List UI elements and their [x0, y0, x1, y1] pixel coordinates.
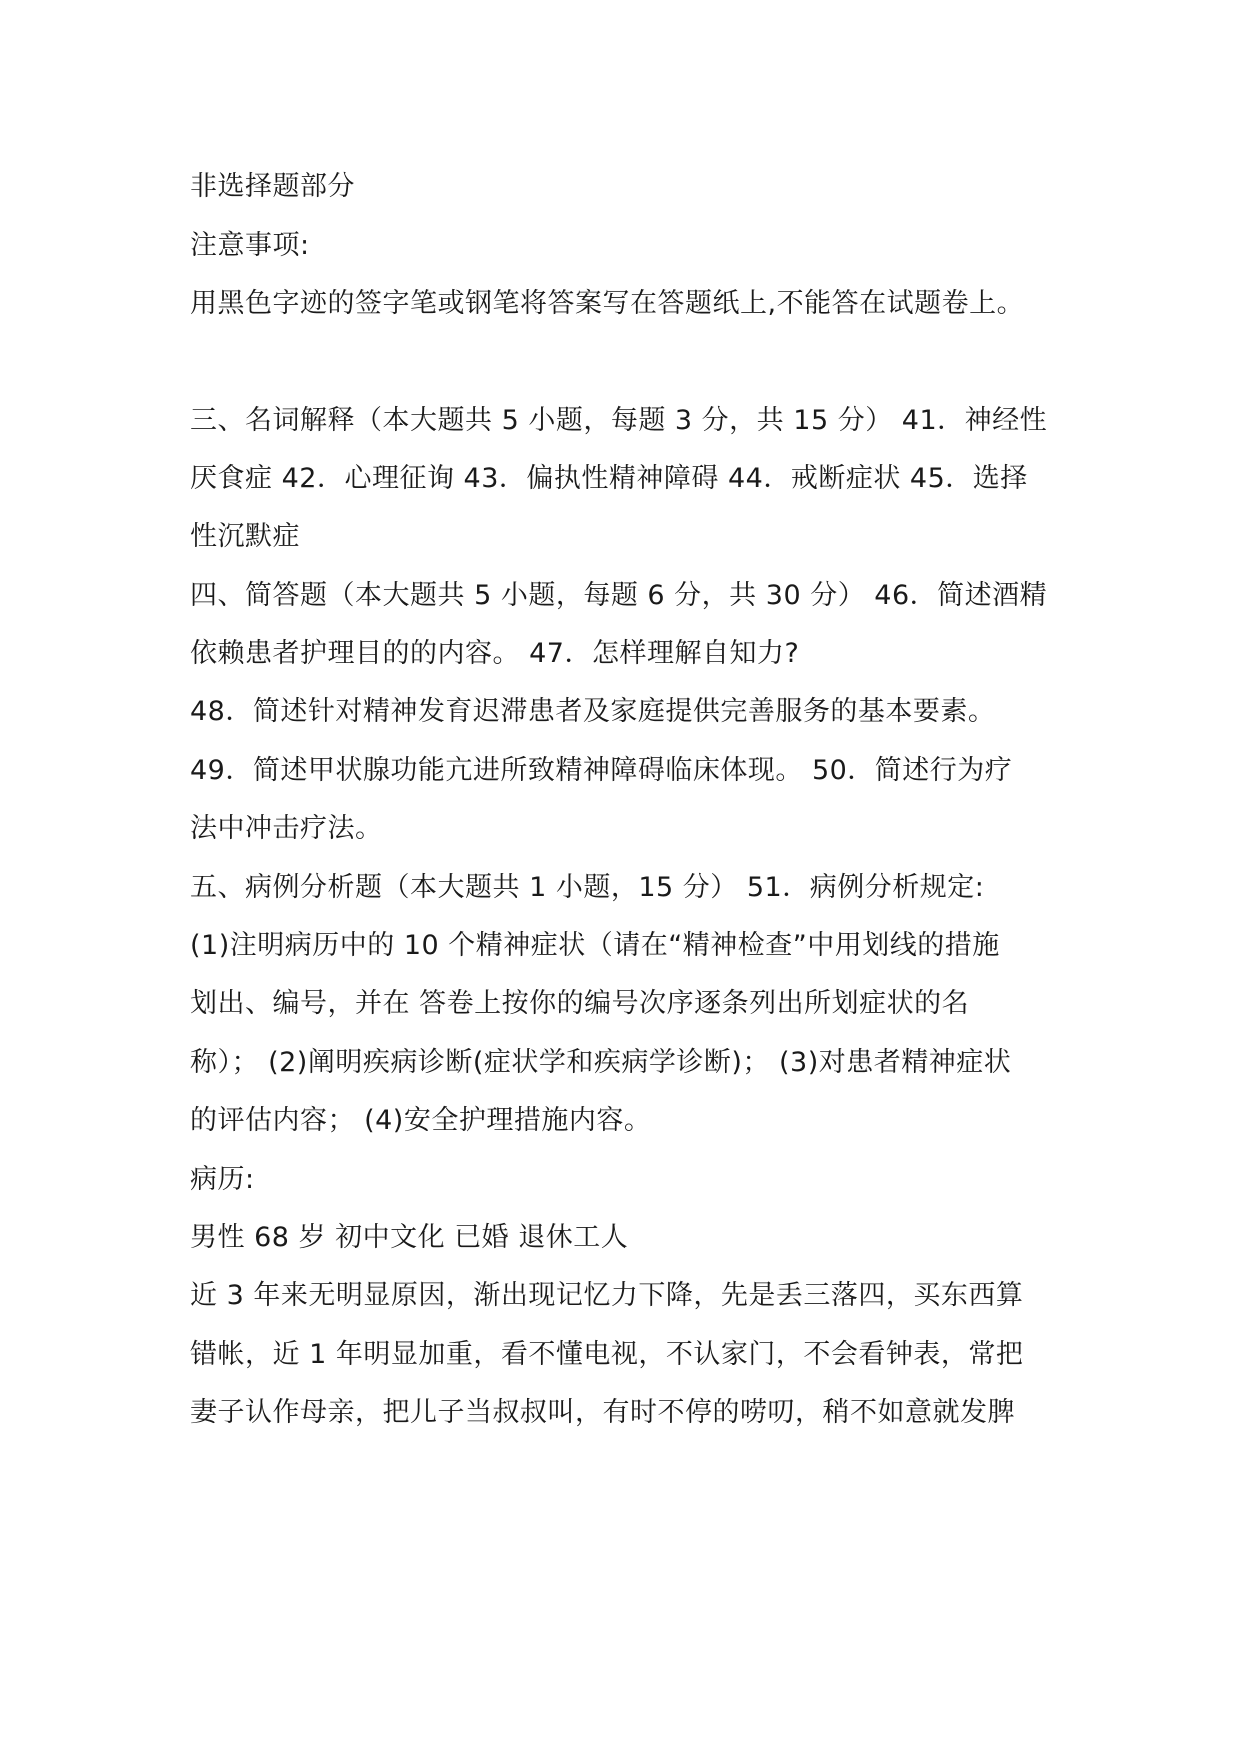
question-line: 称）； (2)阐明疾病诊断(症状学和疾病学诊断)； (3)对患者精神症状 — [190, 1047, 1012, 1078]
question-line: 四、简答题（本大题共 5 小题，每题 6 分，共 30 分） 46．简述酒精 — [190, 580, 1048, 611]
question-line: 划出、编号，并在 答卷上按你的编号次序逐条列出所划症状的名 — [190, 988, 970, 1019]
patient-info: 男性 68 岁 初中文化 已婚 退休工人 — [190, 1222, 629, 1253]
question-line: 48．简述针对精神发育迟滞患者及家庭提供完善服务的基本要素。 — [190, 696, 996, 727]
case-heading: 病历: — [190, 1164, 255, 1195]
notice-text: 用黑色字迹的签字笔或钢笔将答案写在答题纸上,不能答在试题卷上。 — [190, 288, 1025, 319]
question-line: 三、名词解释（本大题共 5 小题，每题 3 分，共 15 分） 41．神经性 — [190, 405, 1048, 436]
notice-heading: 注意事项: — [190, 230, 310, 261]
question-line: 49．简述甲状腺功能亢进所致精神障碍临床体现。 50．简述行为疗 — [190, 755, 1013, 786]
question-line: 依赖患者护理目的的内容。 47．怎样理解自知力? — [190, 638, 800, 669]
question-line: 法中冲击疗法。 — [190, 813, 383, 844]
case-text: 错帐，近 1 年明显加重，看不懂电视，不认家门，不会看钟表，常把 — [190, 1339, 1024, 1370]
case-text: 妻子认作母亲，把儿子当叔叔叫，有时不停的唠叨，稍不如意就发脾 — [190, 1397, 1015, 1428]
case-text: 近 3 年来无明显原因，渐出现记忆力下降，先是丢三落四，买东西算 — [190, 1280, 1024, 1311]
question-line: 厌食症 42．心理征询 43．偏执性精神障碍 44．戒断症状 45．选择 — [190, 463, 1028, 494]
section-heading: 非选择题部分 — [190, 171, 355, 202]
question-line: 五、病例分析题（本大题共 1 小题，15 分） 51．病例分析规定: — [190, 872, 985, 903]
question-line: (1)注明病历中的 10 个精神症状（请在“精神检查”中用划线的措施 — [190, 930, 1000, 961]
question-line: 性沉默症 — [190, 521, 300, 552]
question-line: 的评估内容； (4)安全护理措施内容。 — [190, 1105, 652, 1136]
